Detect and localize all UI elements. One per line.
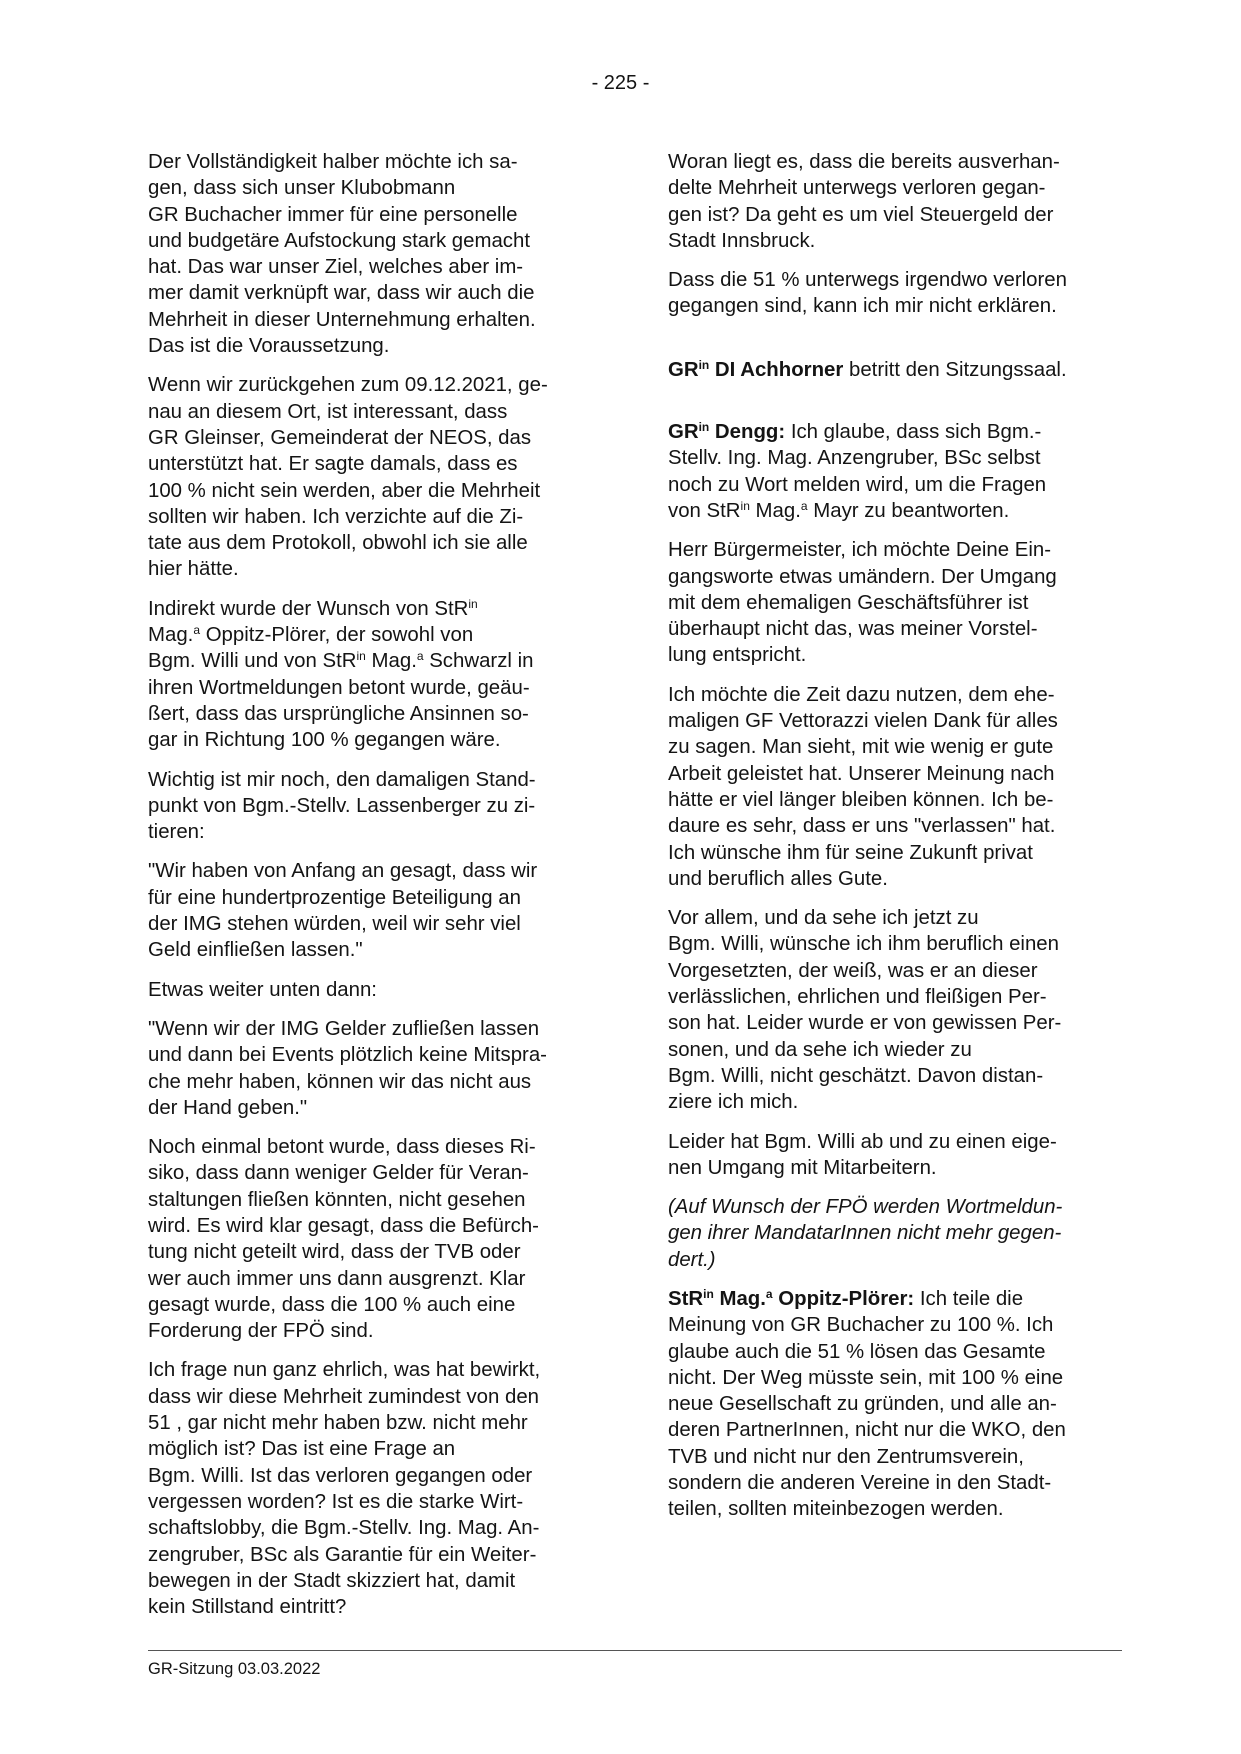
paragraph: Woran liegt es, dass die bereits ausverhan- delte Mehrheit unterwegs verloren gegan- gen ist? Da geht es um viel Steuergeld der Stadt Innsbruck. (668, 151, 1060, 252)
paragraph-indirekt: Indirekt wurde der Wunsch von StR$^{in}$ Mag.$^a$ Oppitz-Plörer, der sowohl von Bgm. Willi und von StR$^{in}$ Mag.$^a$ Schwarzl in ihren Wortmeldungen betont wurde, geäu- ßert, dass das ursprüngliche Ansinnen so- gar in Richtung 100 % gegangen wäre. (148, 596, 534, 752)
paragraph: Vor allem, und da sehe ich jetzt zu Bgm. Willi, wünsche ich ihm beruflich einen Vorgesetzten, der weiß, was er an dieser verlässlichen, ehrlichen und fleißigen Per- son hat. Leider wurde er von gewissen Per- sonen, und da sehe ich wieder zu Bgm. Willi, nicht geschätzt. Davon distan- ziere ich mich. (668, 907, 1062, 1114)
italic-note: (Auf Wunsch der FPÖ werden Wortmeldun- gen ihrer MandatarInnen nicht mehr gegen- dert.) (668, 1196, 1063, 1271)
paragraph: Herr Bürgermeister, ich möchte Deine Ein- gangsworte etwas umändern. Der Umgang mit dem ehemaligen Geschäftsführer ist überhaupt nicht das, was meiner Vorstel- lung entspricht. (668, 539, 1057, 667)
paragraph: Ich möchte die Zeit dazu nutzen, dem ehe- maligen GF Vettorazzi vielen Dank für alles zu sagen. Man sieht, mit wie wenig er gute Arbeit geleistet hat. Unserer Meinung nach hätte er viel länger bleiben können. Ich be- daure es sehr, dass er uns "verlassen" hat. Ich wünsche ihm für seine Zukunft privat und beruflich alles Gute. (668, 683, 1058, 890)
quote-paragraph: "Wenn wir der IMG Gelder zufließen lassen und dann bei Events plötzlich keine Mitspra- che mehr haben, können wir das nicht aus der Hand geben." (148, 1017, 547, 1119)
paragraph: Etwas weiter unten dann: (148, 978, 377, 1001)
footer-session-date: GR-Sitzung 03.03.2022 (148, 1660, 321, 1678)
left-column (148, 149, 594, 1633)
paragraph: Ich frage nun ganz ehrlich, was hat bewirkt, dass wir diese Mehrheit zumindest von den 51 , gar nicht mehr haben bzw. nicht mehr möglich ist? Das ist eine Frage an Bgm. Willi. Ist das verloren gegangen oder vergessen worden? Ist es die starke Wirt- schaftslobby, die Bgm.-Stellv. Ing. Mag. An- zengruber, BSc als Garantie für ein Weiter- bewegen in der Stadt skizziert hat, damit kein Stillstand eintritt? (148, 1359, 541, 1619)
speaker-name: StR$^{in}$ Mag.$^a$ Oppitz-Plörer: (668, 1286, 915, 1310)
paragraph: Wichtig ist mir noch, den damaligen Stand- punkt von Bgm.-Stellv. Lassenberger zu zi- tieren: (148, 768, 536, 844)
speaker-name: $GR^{in}$ Dengg: (668, 420, 786, 444)
paragraph: Wenn wir zurückgehen zum 09.12.2021, ge- nau an diesem Ort, ist interessant, dass GR Gleinser, Gemeinderat der NEOS, das unterstützt hat. Er sagte damals, dass es 100 % nicht sein werden, aber die Mehrheit sollten wir haben. Ich verzichte auf die Zi- tate aus dem Protokoll, obwohl ich sie alle hier hätte. (148, 374, 548, 581)
speech-oppitz: StR$^{in}$ Mag.$^a$ Oppitz-Plörer: Ich teile die Meinung von GR Buchacher zu 100 %. Ich glaube auch die 51 % lösen das Gesamte nicht. Der Weg müsste sein, mit 100 % eine neue Gesellschaft zu gründen, und alle an- deren PartnerInnen, nicht nur die WKO, den TVB und nicht nur den Zentrumsverein, sondern die anderen Vereine in den Stadt- teilen, sollten miteinbezogen werden. (668, 1286, 1066, 1521)
footer-divider (148, 1650, 1122, 1651)
paragraph: Noch einmal betont wurde, dass dieses Ri- siko, dass dann weniger Gelder für Veran- staltungen fließen könnten, nicht gesehen wird. Es wird klar gesagt, dass die Befürch- tung nicht geteilt wird, dass der TVB oder wer auch immer uns dann ausgrenzt. Klar gesagt wurde, dass die 100 % auch eine Forderung der FPÖ sind. (148, 1136, 539, 1343)
page-number: - 225 - (591, 72, 650, 94)
right-column (668, 149, 1123, 1536)
paragraph: Dass die 51 % unterwegs irgendwo verloren gegangen sind, kann ich mir nicht erklären. (668, 269, 1067, 318)
paragraph: Leider hat Bgm. Willi ab und zu einen eige- nen Umgang mit Mitarbeitern. (668, 1130, 1057, 1179)
speech-dengg: $GR^{in}$ Dengg: Ich glaube, dass sich Bgm.- Stellv. Ing. Mag. Anzengruber, BSc selbst noch zu Wort melden wird, um die Fragen von StR$^{in}$ Mag.$^a$ Mayr zu beantworten. (668, 420, 1047, 522)
procedural-note: $GR^{in}$ DI Achhorner betritt den Sitzungssaal. (668, 357, 1067, 381)
paragraph: Der Vollständigkeit halber möchte ich sa- gen, dass sich unser Klubobmann GR Buchacher immer für eine personelle und budgetäre Aufstockung stark gemacht hat. Das war unser Ziel, welches aber im- mer damit verknüpft war, dass wir auch die Mehrheit in dieser Unternehmung erhalten. Das ist die Voraussetzung. (148, 151, 536, 358)
speaker-name: $GR^{in}$ DI Achhorner (668, 357, 844, 381)
quote-paragraph: "Wir haben von Anfang an gesagt, dass wir für eine hundertprozentige Beteiligung an der IMG stehen würden, weil wir sehr viel Geld einfließen lassen." (148, 860, 538, 962)
